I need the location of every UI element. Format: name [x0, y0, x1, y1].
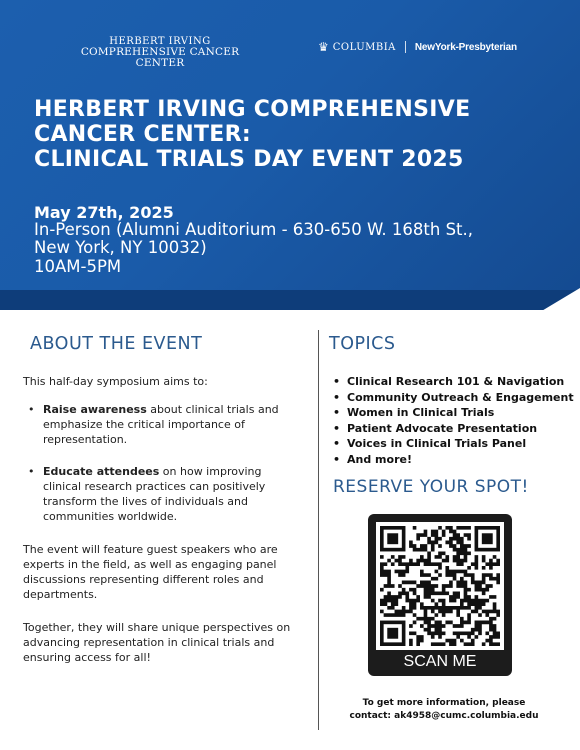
topic-item: • Women in Clinical Trials — [333, 406, 495, 420]
event-venue: In-Person (Alumni Auditorium - 630-650 W. 168th St., New York, NY 10032) — [34, 220, 473, 257]
logo-line-1: HERBERT IRVING — [109, 36, 211, 47]
logo-line-2: COMPREHENSIVE CANCER CENTER — [80, 46, 240, 69]
about-heading: ABOUT THE EVENT — [30, 334, 203, 354]
title-line-3: CLINICAL TRIALS DAY EVENT 2025 — [34, 147, 464, 172]
columbia-logo-text: COLUMBIA — [332, 41, 396, 53]
partner-logos — [318, 40, 517, 54]
crown-icon: ♛ — [318, 40, 329, 54]
qr-finder-pattern — [387, 533, 398, 544]
about-intro: This half-day symposium aims to: — [23, 375, 208, 388]
bullet-dot: • — [28, 403, 35, 416]
bullet-rest: about clinical trials and emphasize the critical importance of representation. — [43, 403, 279, 446]
nyp-logo-text: NewYork-Presbyterian — [414, 41, 517, 53]
title-line-2: CANCER CENTER: — [34, 122, 251, 147]
contact-info — [344, 697, 544, 723]
qr-finder-pattern — [387, 628, 398, 639]
topic-item: • Clinical Research 101 & Navigation — [333, 375, 565, 388]
hiccc-logo — [60, 36, 260, 69]
topic-item: • Patient Advocate Presentation — [333, 421, 538, 435]
about-paragraph-speakers: The event will feature guest speakers who are experts in the field, as well as engaging panel discussions representing different roles and departments. — [23, 543, 278, 601]
hero-bottom-band — [0, 290, 580, 310]
qr-code-card[interactable] — [368, 514, 512, 676]
reserve-heading: RESERVE YOUR SPOT! — [333, 477, 529, 497]
bullet-bold: Raise awareness — [43, 403, 147, 416]
about-paragraph-perspectives: Together, they will share unique perspectives on advancing representation in clinical trials and ensuring access for all! — [23, 621, 291, 664]
bullet-bold: Educate attendees — [43, 465, 160, 478]
bullet-rest: on how improving clinical research practices can positively transform the lives of individuals and communities worldwide. — [43, 465, 266, 523]
title-line-1: HERBERT IRVING COMPREHENSIVE — [34, 97, 471, 122]
qr-code-icon — [376, 522, 504, 650]
event-title — [34, 97, 564, 172]
qr-code-graphic — [376, 522, 504, 650]
topics-list — [333, 374, 574, 468]
topic-item: • Voices in Clinical Trials Panel — [333, 437, 527, 451]
hero-corner-cut — [540, 288, 580, 310]
logo-divider — [405, 41, 406, 53]
contact-line-2: contact: ak4958@cumc.columbia.edu — [349, 711, 539, 721]
hero-banner — [0, 0, 580, 310]
topics-heading: TOPICS — [329, 334, 396, 354]
contact-line-1: To get more information, please — [362, 698, 526, 708]
event-date: May 27th, 2025 — [34, 203, 174, 222]
bullet-dot: • — [28, 465, 35, 478]
topic-item: • Community Outreach & Engagement — [333, 390, 574, 404]
event-time: 10AM-5PM — [34, 257, 122, 276]
bullet-text — [43, 464, 293, 524]
qr-finder-pattern — [482, 533, 493, 544]
topic-item: • And more! — [333, 452, 412, 466]
bullet-text — [43, 402, 293, 447]
scan-me-label: SCAN ME — [403, 653, 477, 670]
column-divider — [318, 330, 319, 730]
